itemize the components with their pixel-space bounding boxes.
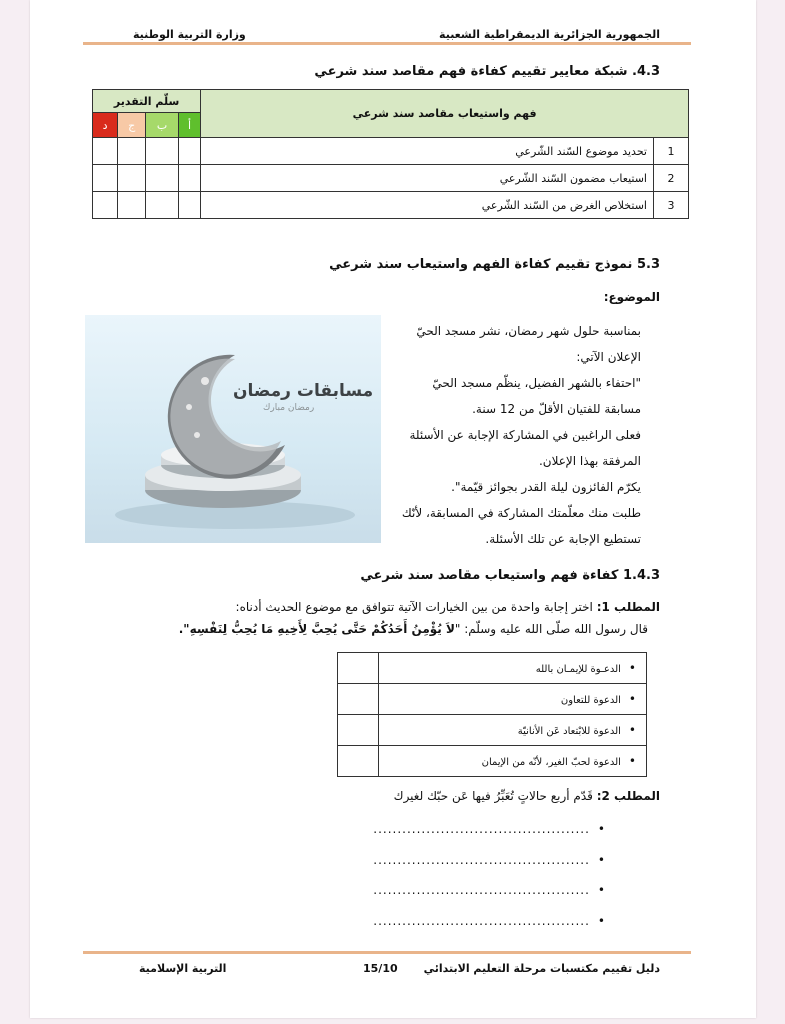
hadith-intro: قال رسول الله صلّى الله عليه وسلّم: " <box>454 622 648 636</box>
document-page <box>30 0 756 1018</box>
header-rule <box>83 42 691 45</box>
hadith-end: ". <box>178 622 190 636</box>
table-row <box>93 165 689 192</box>
requirement-1-text: اختر إجابة واحدة من بين الخيارات الآتية تتوافق مع موضوع الحديث أدناه: <box>235 600 593 614</box>
text-line: الإعلان الآتي: <box>576 350 641 364</box>
text-line: "احتفاء بالشهر الفضيل، ينظّم مسجد الحيّ <box>432 376 641 390</box>
grade-cell[interactable] <box>146 138 179 165</box>
answer-line[interactable]: • ............................................. <box>373 853 606 867</box>
text-line: المرفقة بهذا الإعلان. <box>538 454 641 468</box>
option-text: • الدعوة للابْتعاد عَن الأنانيّة <box>379 715 647 746</box>
requirement-2-text: قَدّم أربع حالاتٍ تُعَبِّرُ فيها عَن حبّك لغيرك <box>393 789 593 803</box>
section3-title: 1.4.3 كفاءة فهم واستيعاب مقاصد سند شرعي <box>360 568 660 583</box>
answer-line[interactable]: • ............................................. <box>373 914 606 928</box>
section1-title: 4.3. شبكة معايير تقييم كفاءة فهم مقاصد سند شرعي <box>314 64 660 79</box>
grade-cell[interactable] <box>146 192 179 219</box>
option-checkbox[interactable] <box>338 653 379 684</box>
image-title: مسابقات رمضان <box>233 381 374 401</box>
criteria-header: فهم واستيعاب مقاصد سند شرعي <box>201 90 689 138</box>
grade-j: ج <box>118 113 146 138</box>
grade-cell[interactable] <box>93 165 118 192</box>
requirement-2-label: المطلب 2: <box>596 789 660 803</box>
text-line: مسابقة للفتيان الأقلّ من 12 سنة. <box>472 402 641 416</box>
page-number: 15/10 <box>363 962 398 975</box>
text-line: بمناسبة حلول شهر رمضان، نشر مسجد الحيّ <box>416 324 641 338</box>
image-subtitle: رمضان مبارك <box>263 403 315 413</box>
grade-cell[interactable] <box>93 192 118 219</box>
option-row <box>338 653 647 684</box>
requirement-2 <box>394 789 660 803</box>
row-number: 2 <box>654 165 689 192</box>
header-ministry: وزارة التربية الوطنية <box>133 28 246 41</box>
grade-cell[interactable] <box>178 192 200 219</box>
answer-line[interactable]: • ............................................. <box>373 822 606 836</box>
answer-line[interactable]: • ............................................. <box>373 883 606 897</box>
option-text: • الدعوة للتعاون <box>379 684 647 715</box>
option-checkbox[interactable] <box>338 746 379 777</box>
option-text: • الدعوة لحبّ الغير، لأنّه من الإيمان <box>379 746 647 777</box>
text-line: طلبت منك معلّمتك المشاركة في المسابقة، لأنّك <box>401 506 641 520</box>
table-row <box>93 192 689 219</box>
requirement-1-label: المطلب 1: <box>596 600 660 614</box>
footer-subject: التربية الإسلامية <box>139 962 227 975</box>
grade-cell[interactable] <box>118 192 146 219</box>
header-republic: الجمهورية الجزائرية الديمقراطية الشعبية <box>439 28 660 41</box>
hadith <box>179 622 648 636</box>
grade-cell[interactable] <box>93 138 118 165</box>
hadith-text: لاَ يُؤْمِنُ أَحَدُكُمْ حَتَّى يُحِبَّ لِأَخِيهِ مَا يُحِبُّ لِنَفْسِهِ <box>189 622 455 636</box>
option-row <box>338 746 647 777</box>
requirement-1 <box>236 600 660 614</box>
row-number: 3 <box>654 192 689 219</box>
grade-cell[interactable] <box>118 138 146 165</box>
option-row <box>338 715 647 746</box>
option-row <box>338 684 647 715</box>
row-criterion: استخلاص الغرض من السّند الشّرعي <box>201 192 654 219</box>
section2-title: 5.3 نموذج تقييم كفاءة الفهم واستيعاب سند شرعي <box>329 257 660 272</box>
option-checkbox[interactable] <box>338 715 379 746</box>
subject-label: الموضوع: <box>603 290 660 304</box>
grade-cell[interactable] <box>146 165 179 192</box>
table-row <box>93 138 689 165</box>
grade-b: ب <box>146 113 179 138</box>
ramadan-competition-image <box>85 315 381 543</box>
criteria-table <box>92 89 689 219</box>
option-text: • الدعـوة للإيمـان بالله <box>379 653 647 684</box>
grade-cell[interactable] <box>118 165 146 192</box>
row-criterion: تحديد موضوع السّند الشّرعي <box>201 138 654 165</box>
row-criterion: استيعاب مضمون السّند الشّرعي <box>201 165 654 192</box>
text-line: يكرّم الفائزون ليلة القدر بجوائز قيّمة". <box>451 480 641 494</box>
footer-guide-title: دليل تقييم مكتسبات مرحلة التعليم الابتدائي <box>423 962 660 975</box>
option-checkbox[interactable] <box>338 684 379 715</box>
grade-a: أ <box>178 113 200 138</box>
announcement-text <box>351 318 641 552</box>
scale-header: سلّم التقدير <box>93 90 201 113</box>
grade-cell[interactable] <box>178 165 200 192</box>
text-line: فعلى الراغبين في المشاركة الإجابة عن الأسئلة <box>409 428 641 442</box>
text-line: تستطيع الإجابة عن تلك الأسئلة. <box>485 532 641 546</box>
row-number: 1 <box>654 138 689 165</box>
options-table <box>337 652 647 777</box>
crescent-podium-graphic <box>85 315 381 543</box>
footer-rule <box>83 951 691 954</box>
grade-cell[interactable] <box>178 138 200 165</box>
grade-d: د <box>93 113 118 138</box>
